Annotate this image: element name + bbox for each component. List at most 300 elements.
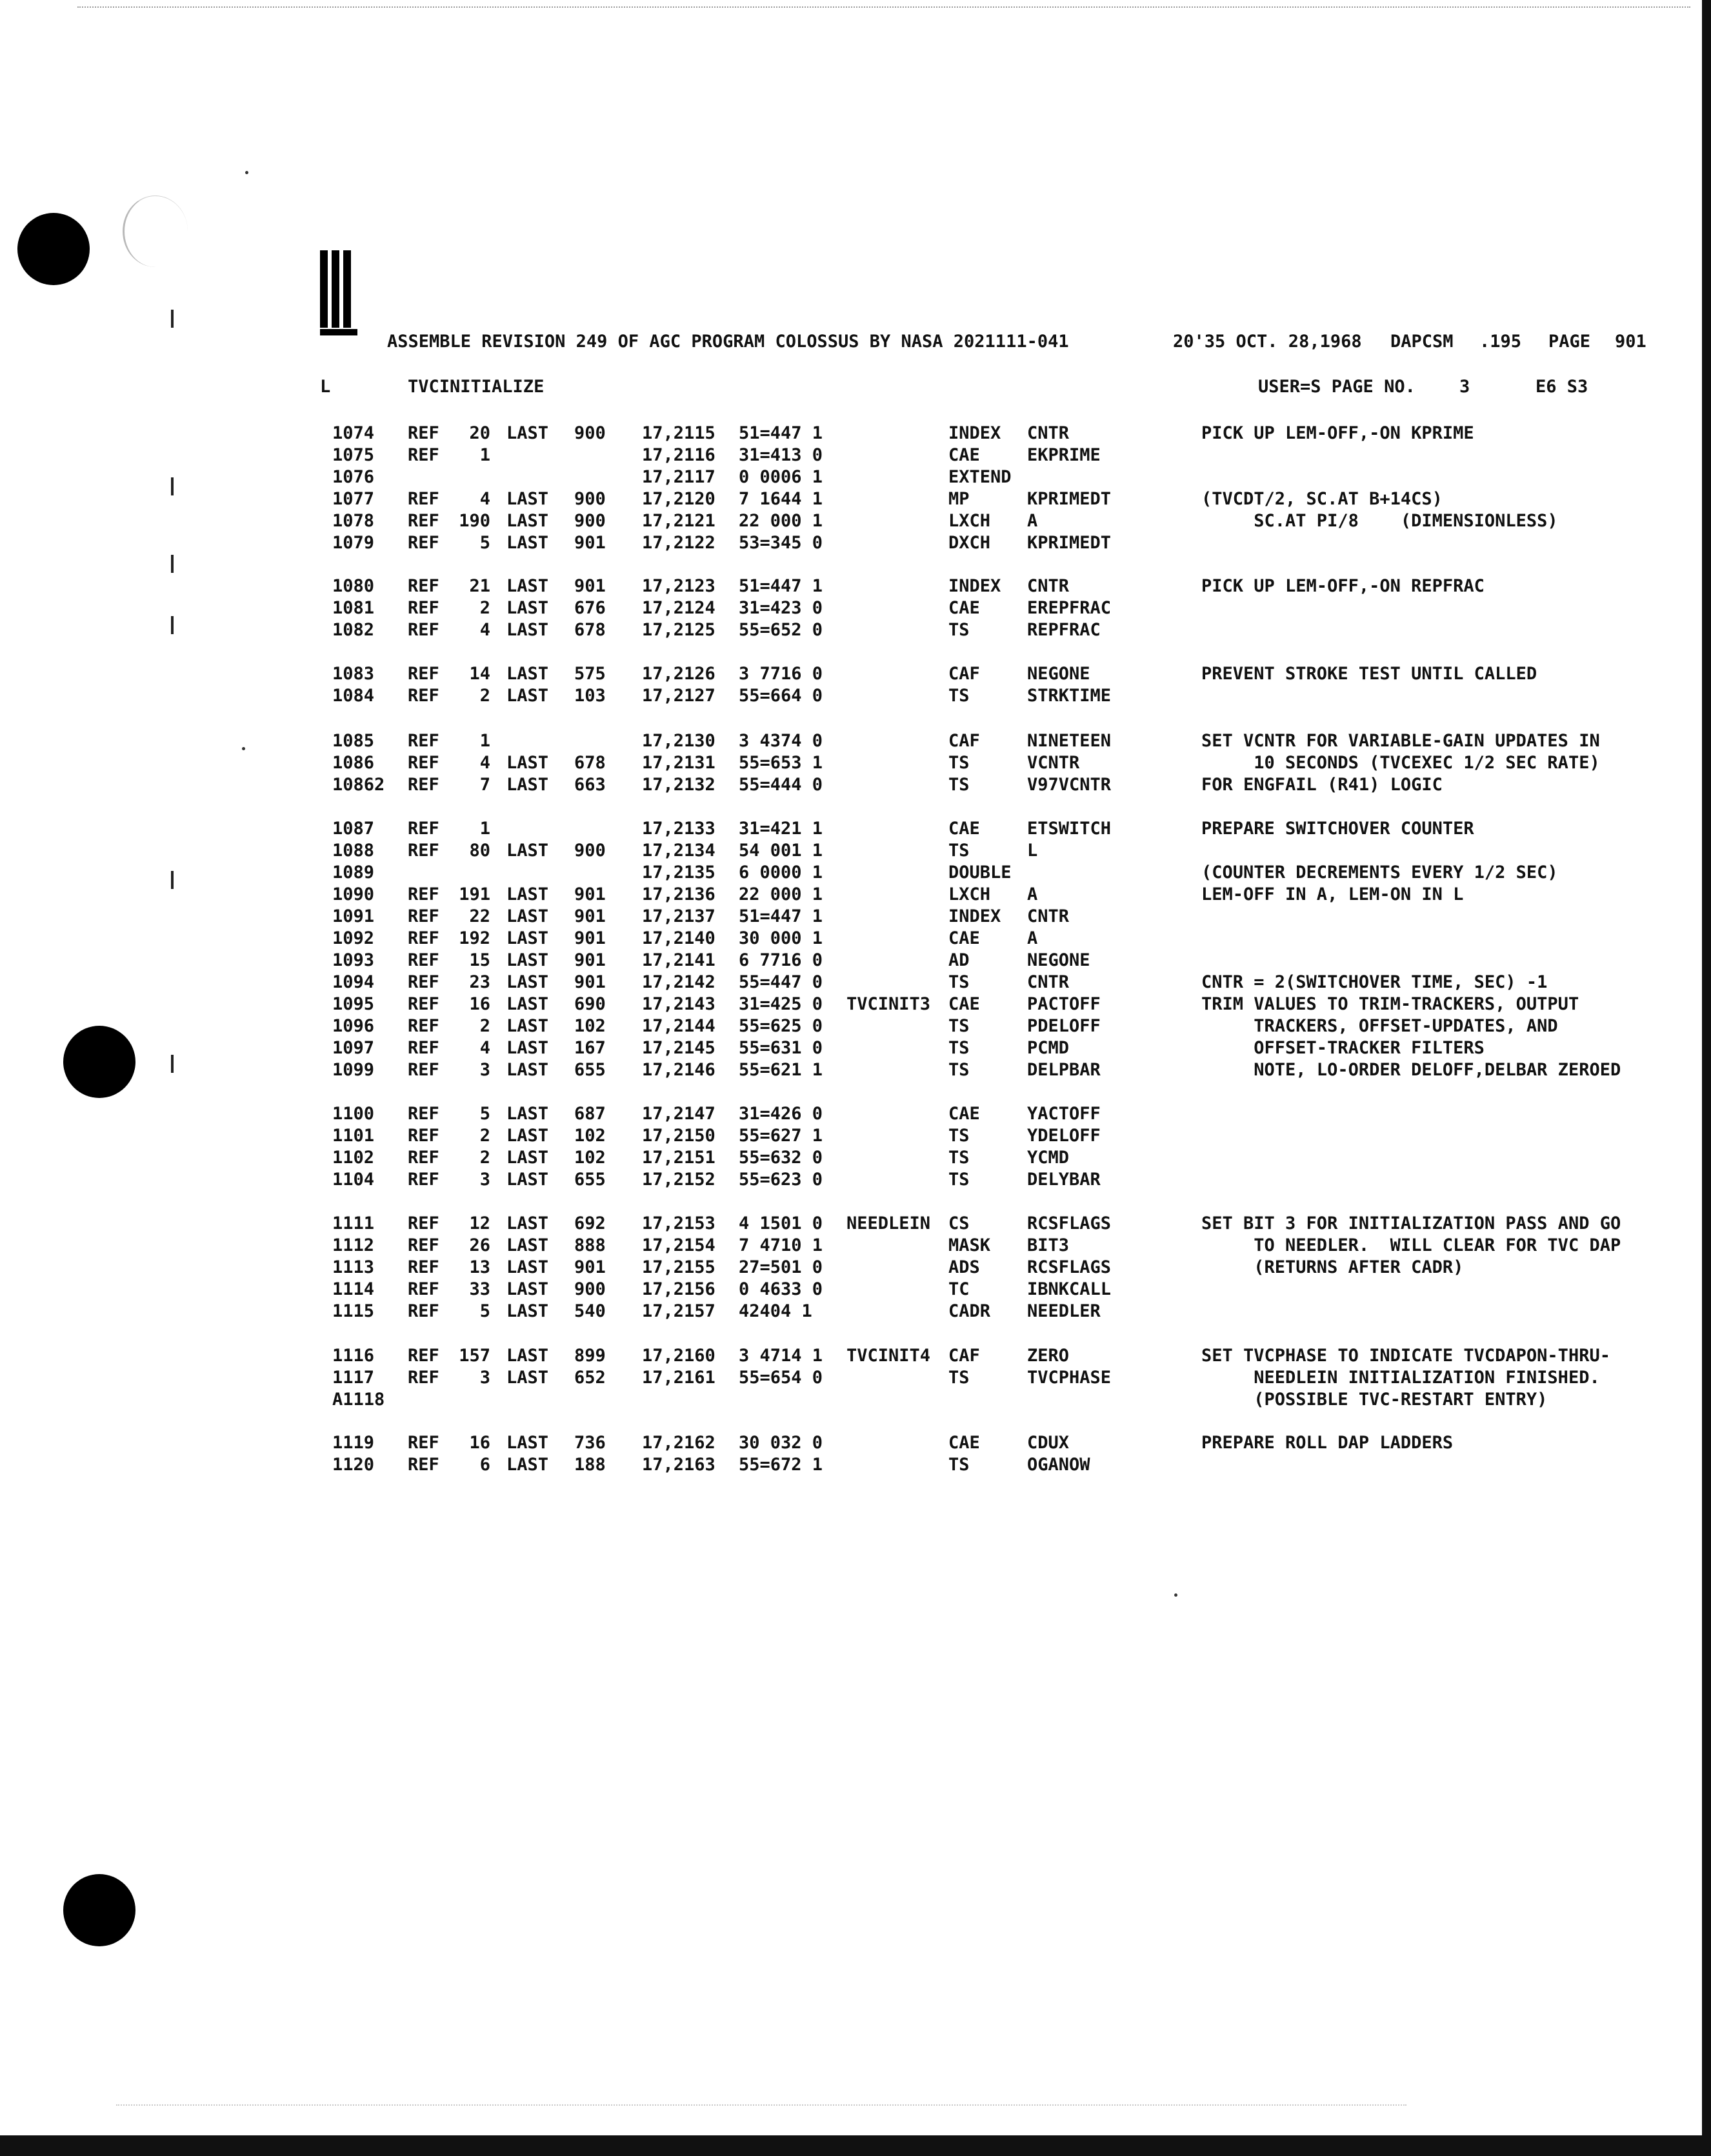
operand: YACTOFF [1027, 1104, 1101, 1124]
opcode: CAE [948, 1104, 980, 1124]
ref-count: 190 [459, 511, 490, 531]
operand: VCNTR [1027, 753, 1080, 773]
opcode: INDEX [948, 423, 1001, 443]
last-keyword: LAST [506, 753, 549, 773]
last-keyword: LAST [506, 994, 549, 1014]
line-number: 1092 [332, 928, 375, 948]
section-ref: E6 S3 [1536, 377, 1588, 397]
address: 17,2146 [642, 1060, 715, 1080]
comment: TRACKERS, OFFSET-UPDATES, AND [1201, 1016, 1558, 1036]
last-keyword: LAST [506, 533, 549, 553]
ref-count: 20 [469, 423, 490, 443]
opcode: CAE [948, 598, 980, 618]
machine-code: 55=447 0 [739, 972, 823, 992]
address: 17,2125 [642, 620, 715, 640]
ref-keyword: REF [408, 841, 439, 861]
listing-row [0, 1103, 1711, 1125]
last-keyword: LAST [506, 1104, 549, 1124]
last-line: 900 [574, 489, 606, 509]
comment: PICK UP LEM-OFF,-ON REPFRAC [1201, 576, 1485, 596]
operand: NEGONE [1027, 664, 1090, 684]
listing-row [0, 730, 1711, 752]
ref-keyword: REF [408, 1433, 439, 1453]
address: 17,2144 [642, 1016, 715, 1036]
operand: PCMD [1027, 1038, 1070, 1058]
machine-code: 55=652 0 [739, 620, 823, 640]
last-line: 687 [574, 1104, 606, 1124]
ref-keyword: REF [408, 1368, 439, 1388]
label: NEEDLEIN [846, 1213, 931, 1233]
ref-keyword: REF [408, 620, 439, 640]
last-line: 575 [574, 664, 606, 684]
listing-row [0, 1279, 1711, 1301]
last-line: 900 [574, 841, 606, 861]
line-number: 1091 [332, 906, 375, 926]
opcode: TS [948, 841, 970, 861]
listing-row [0, 1235, 1711, 1257]
machine-code: 51=447 1 [739, 906, 823, 926]
line-number: 1104 [332, 1170, 375, 1190]
ref-keyword: REF [408, 1301, 439, 1321]
ref-keyword: REF [408, 1016, 439, 1036]
ref-count: 22 [469, 906, 490, 926]
line-number: 1074 [332, 423, 375, 443]
last-line: 102 [574, 1148, 606, 1168]
line-number: 1080 [332, 576, 375, 596]
ref-count: 4 [479, 489, 490, 509]
line-number: 1099 [332, 1060, 375, 1080]
opcode: LXCH [948, 884, 991, 904]
opcode: TS [948, 1148, 970, 1168]
opcode: TS [948, 972, 970, 992]
opcode: CAE [948, 1433, 980, 1453]
ref-keyword: REF [408, 1279, 439, 1299]
operand: RCSFLAGS [1027, 1257, 1112, 1277]
address: 17,2141 [642, 950, 715, 970]
opcode: CAE [948, 445, 980, 465]
ref-count: 3 [479, 1368, 490, 1388]
last-keyword: LAST [506, 841, 549, 861]
line-number: 1111 [332, 1213, 375, 1233]
operand: A [1027, 511, 1038, 531]
machine-code: 0 0006 1 [739, 467, 823, 487]
opcode: ADS [948, 1257, 980, 1277]
last-line: 901 [574, 950, 606, 970]
last-line: 900 [574, 423, 606, 443]
operand: A [1027, 884, 1038, 904]
machine-code: 7 4710 1 [739, 1235, 823, 1255]
scan-speck [1174, 1593, 1177, 1597]
opcode: TS [948, 775, 970, 795]
ref-keyword: REF [408, 664, 439, 684]
comment: LEM-OFF IN A, LEM-ON IN L [1201, 884, 1464, 904]
address: 17,2163 [642, 1455, 715, 1475]
machine-code: 55=632 0 [739, 1148, 823, 1168]
operand: BIT3 [1027, 1235, 1070, 1255]
header-tag: DAPCSM [1390, 332, 1454, 352]
address: 17,2126 [642, 664, 715, 684]
machine-code: 55=625 0 [739, 1016, 823, 1036]
address: 17,2131 [642, 753, 715, 773]
opcode: CADR [948, 1301, 991, 1321]
address: 17,2123 [642, 576, 715, 596]
last-keyword: LAST [506, 576, 549, 596]
punch-hole-top [17, 213, 90, 285]
ref-keyword: REF [408, 1213, 439, 1233]
assemble-header: ASSEMBLE REVISION 249 OF AGC PROGRAM COLOSSUS BY NASA 2021111-041 [387, 332, 1069, 352]
line-number: 1113 [332, 1257, 375, 1277]
address: 17,2135 [642, 863, 715, 883]
last-keyword: LAST [506, 686, 549, 706]
machine-code: 31=426 0 [739, 1104, 823, 1124]
ref-count: 2 [479, 598, 490, 618]
operand: YDELOFF [1027, 1126, 1101, 1146]
last-line: 901 [574, 1257, 606, 1277]
machine-code: 4 1501 0 [739, 1213, 823, 1233]
last-keyword: LAST [506, 928, 549, 948]
line-number: 1117 [332, 1368, 375, 1388]
opcode: CS [948, 1213, 970, 1233]
ref-count: 1 [479, 819, 490, 839]
machine-code: 54 001 1 [739, 841, 823, 861]
opcode: TS [948, 1038, 970, 1058]
last-keyword: LAST [506, 1126, 549, 1146]
last-keyword: LAST [506, 1455, 549, 1475]
address: 17,2147 [642, 1104, 715, 1124]
last-line: 655 [574, 1170, 606, 1190]
listing-row [0, 1345, 1711, 1367]
line-number: 1112 [332, 1235, 375, 1255]
operand: EREPFRAC [1027, 598, 1112, 618]
line-number: 1085 [332, 731, 375, 751]
ref-count: 16 [469, 994, 490, 1014]
ref-count: 4 [479, 753, 490, 773]
header-page-label: PAGE [1548, 332, 1591, 352]
ref-keyword: REF [408, 489, 439, 509]
listing-row [0, 1367, 1711, 1389]
address: 17,2156 [642, 1279, 715, 1299]
machine-code: 55=621 1 [739, 1060, 823, 1080]
line-number: 1081 [332, 598, 375, 618]
last-line: 901 [574, 928, 606, 948]
ref-keyword: REF [408, 445, 439, 465]
last-keyword: LAST [506, 489, 549, 509]
machine-code: 55=672 1 [739, 1455, 823, 1475]
opcode: TS [948, 686, 970, 706]
line-number: 1083 [332, 664, 375, 684]
machine-code: 7 1644 1 [739, 489, 823, 509]
listing-row [0, 840, 1711, 862]
machine-code: 55=623 0 [739, 1170, 823, 1190]
ref-keyword: REF [408, 884, 439, 904]
line-number: 1114 [332, 1279, 375, 1299]
machine-code: 30 032 0 [739, 1433, 823, 1453]
operand: PDELOFF [1027, 1016, 1101, 1036]
machine-code: 55=664 0 [739, 686, 823, 706]
machine-code: 51=447 1 [739, 423, 823, 443]
line-number: 1096 [332, 1016, 375, 1036]
address: 17,2155 [642, 1257, 715, 1277]
address: 17,2117 [642, 467, 715, 487]
operand: STRKTIME [1027, 686, 1112, 706]
opcode: TS [948, 1126, 970, 1146]
listing-row [0, 774, 1711, 796]
comment: FOR ENGFAIL (R41) LOGIC [1201, 775, 1443, 795]
operand: IBNKCALL [1027, 1279, 1112, 1299]
address: 17,2160 [642, 1346, 715, 1366]
line-number: 1079 [332, 533, 375, 553]
machine-code: 42404 1 [739, 1301, 812, 1321]
operand: KPRIMEDT [1027, 533, 1112, 553]
machine-code: 30 000 1 [739, 928, 823, 948]
comment: NOTE, LO-ORDER DELOFF,DELBAR ZEROED [1201, 1060, 1621, 1080]
users-page-label: USER=S PAGE NO. [1258, 377, 1416, 397]
ref-count: 6 [479, 1455, 490, 1475]
ref-keyword: REF [408, 972, 439, 992]
opcode: MASK [948, 1235, 991, 1255]
listing-row [0, 1257, 1711, 1279]
comment: SET TVCPHASE TO INDICATE TVCDAPON-THRU- [1201, 1346, 1610, 1366]
last-line: 900 [574, 1279, 606, 1299]
listing-row [0, 1389, 1711, 1411]
last-keyword: LAST [506, 950, 549, 970]
address: 17,2122 [642, 533, 715, 553]
last-keyword: LAST [506, 620, 549, 640]
listing-row [0, 685, 1711, 707]
address: 17,2134 [642, 841, 715, 861]
operand: EKPRIME [1027, 445, 1101, 465]
operand: KPRIMEDT [1027, 489, 1112, 509]
machine-code: 3 4714 1 [739, 1346, 823, 1366]
opcode: TS [948, 1170, 970, 1190]
ref-keyword: REF [408, 686, 439, 706]
opcode: INDEX [948, 576, 1001, 596]
comment: PREVENT STROKE TEST UNTIL CALLED [1201, 664, 1537, 684]
opcode: CAF [948, 1346, 980, 1366]
ref-count: 12 [469, 1213, 490, 1233]
header-datetime: 20'35 OCT. 28,1968 [1173, 332, 1362, 352]
last-keyword: LAST [506, 884, 549, 904]
listing-row [0, 972, 1711, 993]
address: 17,2124 [642, 598, 715, 618]
opcode: DOUBLE [948, 863, 1012, 883]
operand: DELPBAR [1027, 1060, 1101, 1080]
last-keyword: LAST [506, 664, 549, 684]
line-number: 1086 [332, 753, 375, 773]
ref-count: 13 [469, 1257, 490, 1277]
last-line: 167 [574, 1038, 606, 1058]
ref-keyword: REF [408, 819, 439, 839]
line-number: 1084 [332, 686, 375, 706]
comment: TRIM VALUES TO TRIM-TRACKERS, OUTPUT [1201, 994, 1579, 1014]
ref-count: 33 [469, 1279, 490, 1299]
operand: NEEDLER [1027, 1301, 1101, 1321]
last-keyword: LAST [506, 1213, 549, 1233]
ref-keyword: REF [408, 994, 439, 1014]
operand: TVCPHASE [1027, 1368, 1112, 1388]
header-revision: .195 [1479, 332, 1522, 352]
line-number: 1119 [332, 1433, 375, 1453]
operand: CDUX [1027, 1433, 1070, 1453]
operand: NINETEEN [1027, 731, 1112, 751]
scan-bottom-edge-dots [116, 2104, 1406, 2108]
line-number: 1089 [332, 863, 375, 883]
machine-code: 3 7716 0 [739, 664, 823, 684]
operand: CNTR [1027, 972, 1070, 992]
operand: DELYBAR [1027, 1170, 1101, 1190]
line-number: 1100 [332, 1104, 375, 1124]
listing-row [0, 1037, 1711, 1059]
ref-count: 23 [469, 972, 490, 992]
ref-keyword: REF [408, 753, 439, 773]
opcode: CAF [948, 664, 980, 684]
last-line: 663 [574, 775, 606, 795]
listing-row [0, 884, 1711, 906]
listing-row [0, 906, 1711, 928]
ref-count: 3 [479, 1060, 490, 1080]
operand: PACTOFF [1027, 994, 1101, 1014]
operand: ETSWITCH [1027, 819, 1112, 839]
last-line: 676 [574, 598, 606, 618]
ref-count: 157 [459, 1346, 490, 1366]
machine-code: 31=421 1 [739, 819, 823, 839]
listing-row [0, 818, 1711, 840]
last-line: 652 [574, 1368, 606, 1388]
scan-top-edge [77, 6, 1690, 12]
last-line: 690 [574, 994, 606, 1014]
operand: OGANOW [1027, 1455, 1090, 1475]
opcode: TC [948, 1279, 970, 1299]
listing-row [0, 1125, 1711, 1147]
address: 17,2140 [642, 928, 715, 948]
operand: ZERO [1027, 1346, 1070, 1366]
last-line: 188 [574, 1455, 606, 1475]
ref-keyword: REF [408, 1126, 439, 1146]
address: 17,2133 [642, 819, 715, 839]
opcode: CAE [948, 994, 980, 1014]
operand: REPFRAC [1027, 620, 1101, 640]
machine-code: 6 0000 1 [739, 863, 823, 883]
address: 17,2153 [642, 1213, 715, 1233]
line-number: 1120 [332, 1455, 375, 1475]
listing-row [0, 488, 1711, 510]
address: 17,2145 [642, 1038, 715, 1058]
ref-count: 4 [479, 620, 490, 640]
last-line: 103 [574, 686, 606, 706]
operand: L [1027, 841, 1038, 861]
ref-count: 16 [469, 1433, 490, 1453]
ref-keyword: REF [408, 423, 439, 443]
opcode: AD [948, 950, 970, 970]
line-number: 1082 [332, 620, 375, 640]
last-keyword: LAST [506, 1148, 549, 1168]
ref-keyword: REF [408, 731, 439, 751]
ref-keyword: REF [408, 1346, 439, 1366]
last-keyword: LAST [506, 1038, 549, 1058]
last-line: 901 [574, 576, 606, 596]
ref-keyword: REF [408, 1235, 439, 1255]
address: 17,2137 [642, 906, 715, 926]
line-number: 1078 [332, 511, 375, 531]
address: 17,2121 [642, 511, 715, 531]
ref-count: 191 [459, 884, 490, 904]
line-number: 1087 [332, 819, 375, 839]
last-keyword: LAST [506, 1257, 549, 1277]
last-keyword: LAST [506, 598, 549, 618]
listing-row [0, 1015, 1711, 1037]
ref-keyword: REF [408, 1104, 439, 1124]
last-keyword: LAST [506, 972, 549, 992]
last-keyword: LAST [506, 1016, 549, 1036]
comment: (POSSIBLE TVC-RESTART ENTRY) [1201, 1390, 1548, 1410]
listing-row [0, 862, 1711, 884]
header-page-number: 901 [1615, 332, 1646, 352]
punch-hole-bottom [63, 1874, 135, 1946]
operand: NEGONE [1027, 950, 1090, 970]
machine-code: 55=444 0 [739, 775, 823, 795]
line-number: 1097 [332, 1038, 375, 1058]
ref-keyword: REF [408, 950, 439, 970]
comment: SET VCNTR FOR VARIABLE-GAIN UPDATES IN [1201, 731, 1600, 751]
last-keyword: LAST [506, 423, 549, 443]
machine-code: 22 000 1 [739, 511, 823, 531]
line-number: 1076 [332, 467, 375, 487]
operand: CNTR [1027, 906, 1070, 926]
last-keyword: LAST [506, 906, 549, 926]
address: 17,2157 [642, 1301, 715, 1321]
last-keyword: LAST [506, 511, 549, 531]
machine-code: 31=423 0 [739, 598, 823, 618]
last-keyword: LAST [506, 775, 549, 795]
listing-row [0, 950, 1711, 972]
machine-code: 22 000 1 [739, 884, 823, 904]
ref-count: 192 [459, 928, 490, 948]
operand: V97VCNTR [1027, 775, 1112, 795]
line-number: 1102 [332, 1148, 375, 1168]
margin-mark [171, 310, 174, 328]
opcode: MP [948, 489, 970, 509]
ref-count: 15 [469, 950, 490, 970]
last-keyword: LAST [506, 1235, 549, 1255]
last-line: 888 [574, 1235, 606, 1255]
last-line: 102 [574, 1016, 606, 1036]
ref-count: 2 [479, 1126, 490, 1146]
address: 17,2142 [642, 972, 715, 992]
last-line: 901 [574, 972, 606, 992]
machine-code: 31=425 0 [739, 994, 823, 1014]
last-keyword: LAST [506, 1346, 549, 1366]
machine-code: 53=345 0 [739, 533, 823, 553]
address: 17,2116 [642, 445, 715, 465]
operand: CNTR [1027, 576, 1070, 596]
listing-row [0, 993, 1711, 1015]
machine-code: 55=627 1 [739, 1126, 823, 1146]
ref-count: 5 [479, 1104, 490, 1124]
opcode: TS [948, 753, 970, 773]
comment: OFFSET-TRACKER FILTERS [1201, 1038, 1485, 1058]
last-line: 102 [574, 1126, 606, 1146]
listing-row [0, 1059, 1711, 1081]
assembler-mark-icon [320, 250, 359, 337]
last-line: 901 [574, 533, 606, 553]
comment: (TVCDT/2, SC.AT B+14CS) [1201, 489, 1443, 509]
ref-count: 4 [479, 1038, 490, 1058]
listing-row [0, 575, 1711, 597]
listing-row [0, 1147, 1711, 1169]
comment: CNTR = 2(SWITCHOVER TIME, SEC) -1 [1201, 972, 1548, 992]
ref-count: 1 [479, 445, 490, 465]
line-number: 1090 [332, 884, 375, 904]
